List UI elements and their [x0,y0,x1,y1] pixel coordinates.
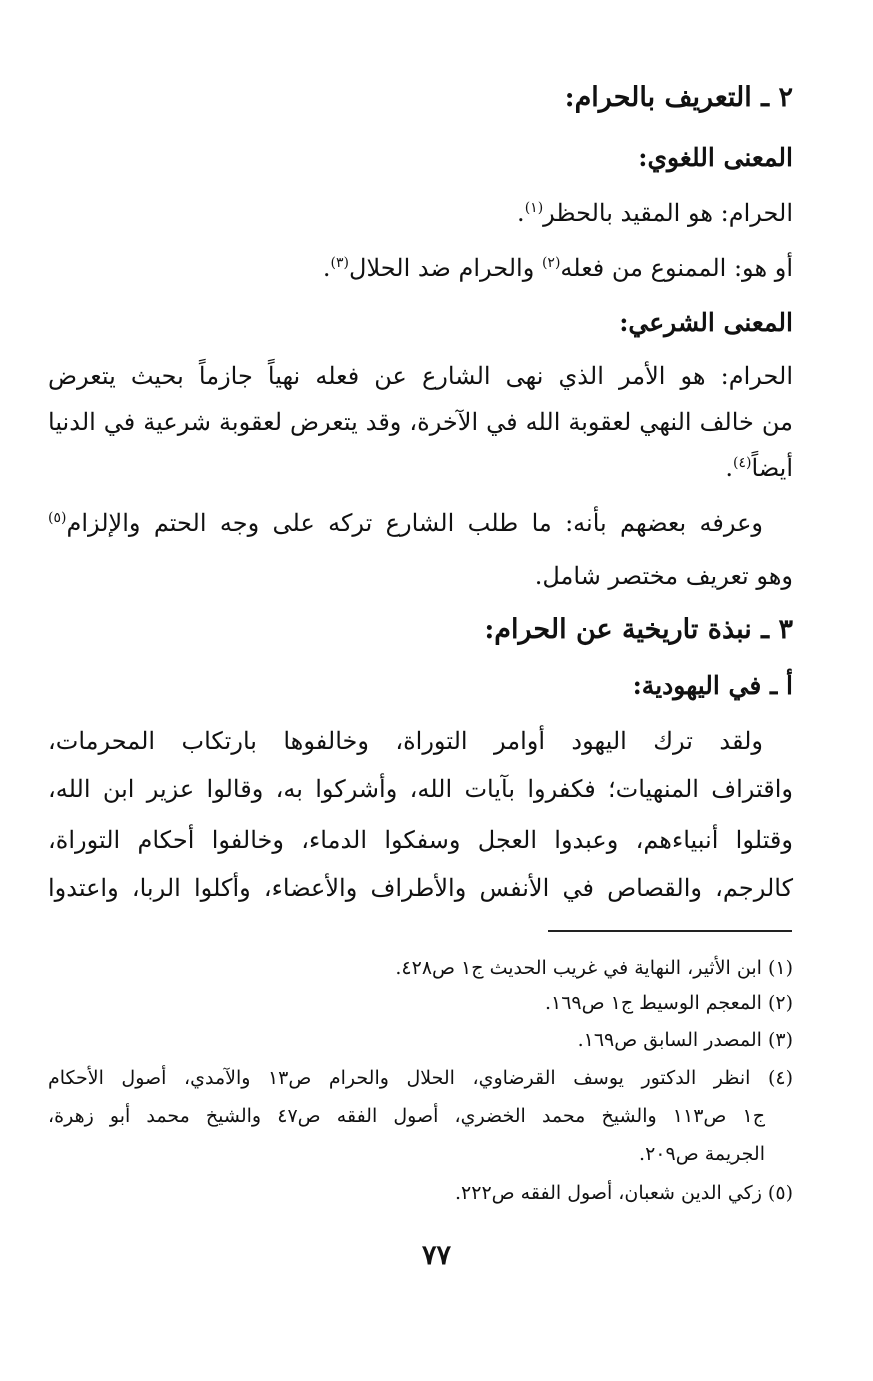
def1-end: . [517,199,525,227]
footnote-ref[interactable]: (٤) [733,455,752,471]
footnote-4-line-3: الجريمة ص٢٠٩. [639,1143,765,1165]
body-line [48,404,793,440]
footnote-1: (١) ابن الأثير، النهاية في غريب الحديث ج١ ص٤٢٨. [395,957,793,979]
footnote [48,953,793,983]
footnote-4-line-2: ج١ ص١١٣ والشيخ محمد الخضري، أصول الفقه ص٤٧ والشيخ محمد أبو زهرة، [48,1105,766,1127]
footnote-3: (٣) المصدر السابق ص١٦٩. [577,1029,793,1051]
footnote-ref[interactable]: (٥) [48,510,67,526]
lughawi-heading: المعنى اللغوي: [638,143,793,172]
judaism-heading: أ ـ في اليهودية: [632,671,793,700]
definition-line [48,250,793,286]
section-2-heading: ٢ ـ التعريف بالحرام: [564,82,793,113]
judaism-line-4: كالرجم، والقصاص في الأنفس والأطراف والأعضاء، وأكلوا الربا، واعتدوا [48,874,793,902]
def1-text: الحرام: هو المقيد بالحظر [543,199,793,227]
footnote-4-line-1: (٤) انظر الدكتور يوسف القرضاوي، الحلال والحرام ص١٣ والآمدي، أصول الأحكام [48,1067,793,1089]
def2-text-b: والحرام ضد الحلال [349,254,542,282]
shari-heading: المعنى الشرعي: [619,308,793,337]
footnote-5: (٥) زكي الدين شعبان، أصول الفقه ص٢٢٢. [455,1182,793,1204]
subheading [48,305,793,341]
body-line [48,358,793,394]
body-line [48,450,793,486]
shari-line-2: من خالف النهي لعقوبة الله في الآخرة، وقد يتعرض لعقوبة شرعية في الدنيا [48,408,793,436]
body-line [48,771,793,807]
section-3-heading: ٣ ـ نبذة تاريخية عن الحرام: [484,614,793,645]
body-line [48,870,793,906]
judaism-line-1: ولقد ترك اليهود أوامر التوراة، وخالفوها بارتكاب المحرمات، [48,727,763,755]
subheading [48,668,793,704]
body-line [48,558,793,594]
footnote-separator [548,930,792,932]
shari-line-1: الحرام: هو الأمر الذي نهى الشارع عن فعله نهياً جازماً بحيث يتعرض [48,362,793,390]
body-line [48,822,793,858]
footnote [48,1101,765,1131]
judaism-line-3: وقتلوا أنبياءهم، وعبدوا العجل وسفكوا الدماء، وخالفوا أحكام التوراة، [48,826,793,854]
page-number: ٧٧ [421,1240,451,1271]
def2-text-a: أو هو: الممنوع من فعله [560,254,793,282]
shari-line-3: أيضاً [751,454,793,482]
footnote [48,1025,793,1055]
footnote-ref[interactable]: (١) [524,200,544,216]
footnote-2: (٢) المعجم الوسيط ج١ ص١٦٩. [544,992,793,1014]
section-heading [48,80,793,116]
def2-end: . [322,254,331,282]
footnote [48,988,793,1018]
body-line [48,723,763,759]
definition-line [48,195,793,231]
other-line-1: وعرفه بعضهم بأنه: ما طلب الشارع تركه على وجه الحتم والإلزام [66,509,763,537]
section-heading [48,612,793,648]
footnote [48,1063,793,1093]
shari-end: . [725,454,734,482]
footnote-ref[interactable]: (٣) [330,255,349,271]
footnote [48,1178,793,1208]
body-line [48,505,763,541]
footnote [48,1139,765,1169]
subheading [48,140,793,176]
judaism-line-2: واقتراف المنهيات؛ فكفروا بآيات الله، وأشركوا به، وقالوا عزير ابن الله، [48,775,793,803]
other-line-2: وهو تعريف مختصر شامل. [534,562,793,590]
footnote-ref[interactable]: (٢) [541,255,561,271]
